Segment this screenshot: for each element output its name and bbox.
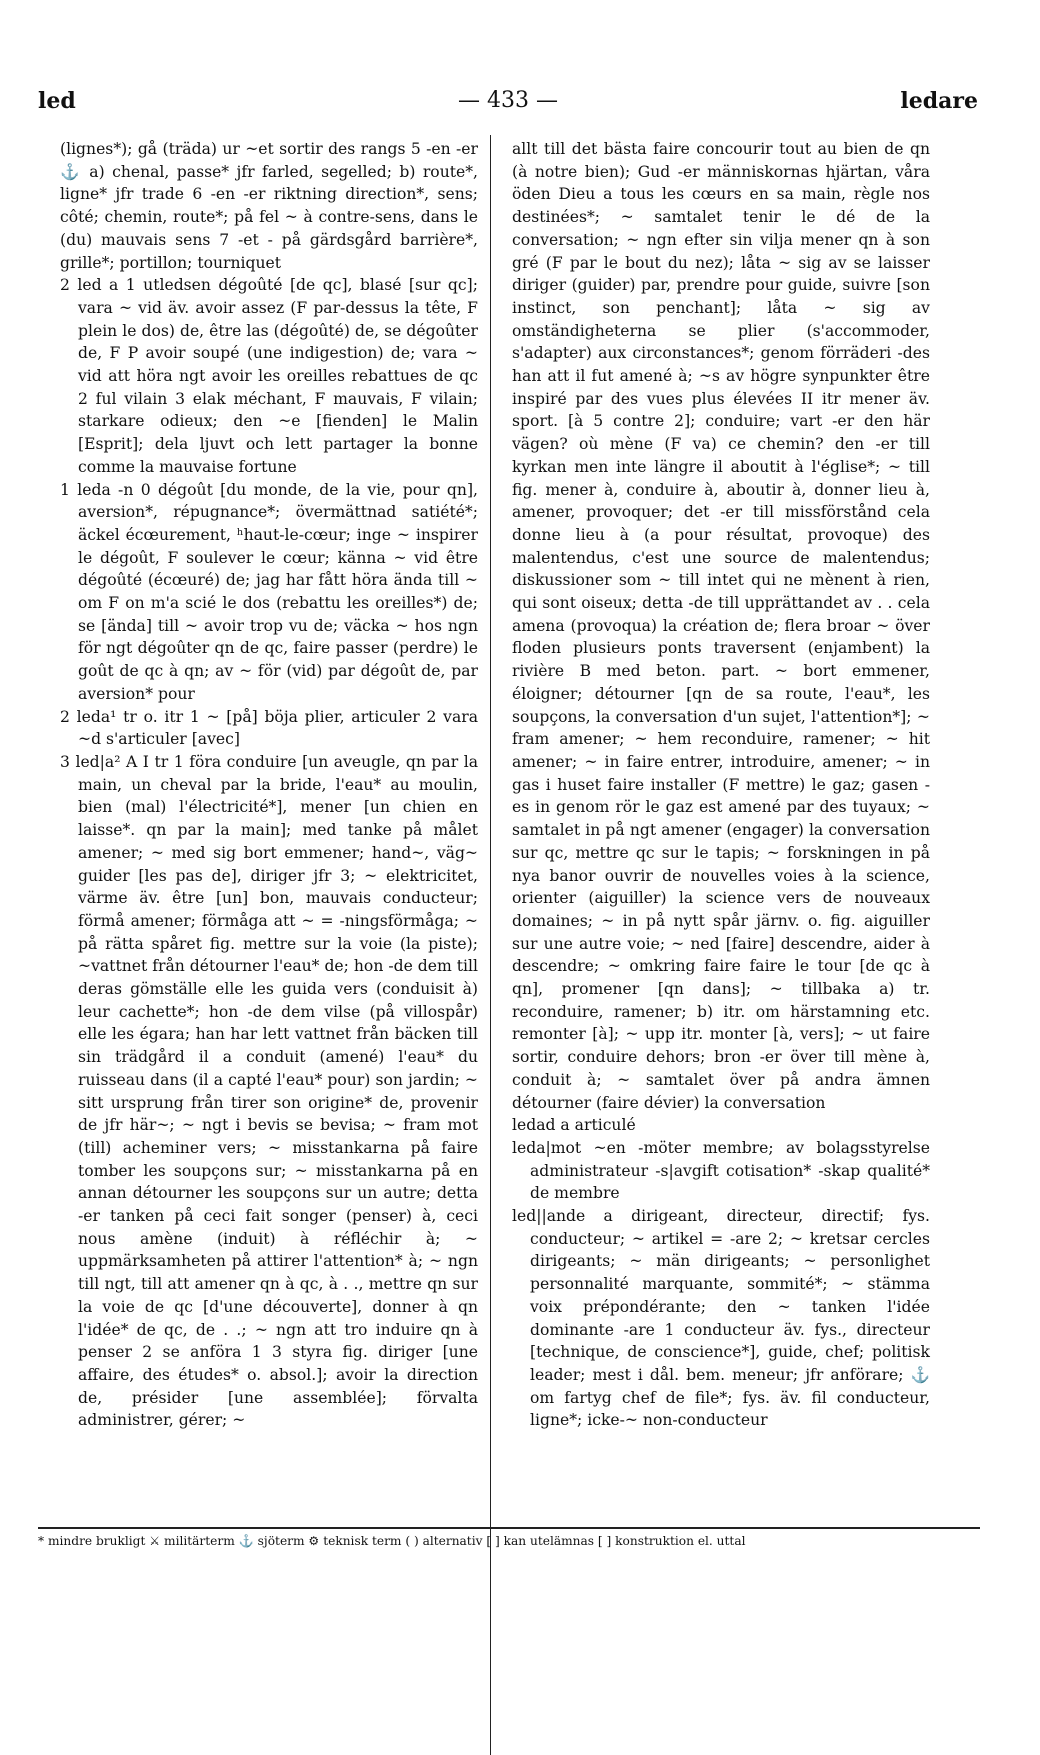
left-column <box>60 138 478 1432</box>
dictionary-entry: (lignes*); gå (träda) ur ~et sortir des rangs 5 -en -er ⚓ a) chenal, passe* jfr farled, segelled; b) route*, ligne* jfr trade 6 -en -er riktning direction*, sens; côté; chemin, route*; på fel ~ à contre-sens, dans le (du) mauvais sens 7 -et - på gärdsgård barrière*, grille*; portillon; tourniquet <box>60 140 478 272</box>
footer-rule <box>38 1527 980 1529</box>
dictionary-entry: ledad a articulé <box>512 1116 636 1135</box>
page-header <box>38 88 978 118</box>
right-column <box>512 138 930 1432</box>
dictionary-entry: 2 led a 1 utledsen dégoûté [de qc], blasé [sur qc]; vara ~ vid äv. avoir assez (F par-dessus la tête, F plein le dos) de, être las (dégoûté) de, se dégoûter de, F P avoir soupé (une indigestion) de; vara ~ vid att höra ngt avoir les oreilles rebattues de qc 2 ful vilain 3 elak méchant, F mauvais, F vilain; starkare odieux; den ~e [fienden] le Malin [Esprit]; dela ljuvt och lett partager la bonne comme la mauvaise fortune <box>60 276 478 476</box>
dictionary-entry: 3 led|a² A I tr 1 föra conduire [un aveugle, qn par la main, un cheval par la bride, l'eau* au moulin, bien (mal) l'électricité*], mener [un chien en laisse*. qn par la main]; med tanke på målet amener; ~ med sig bort emmener; hand~, väg~ guider [les pas de], diriger jfr 3; ~ elektricitet, värme äv. être [un] bon, mauvais conducteur; förmå amener; förmåga att ~ = -ningsförmåga; ~ på rätta spåret fig. mettre sur la voie (la piste); ~vattnet från détourner l'eau* de; hon -de dem till deras gömställe elle les guida vers (conduisit à) leur cachette*; hon -de dem vilse (på villospår) elle les égara; han har lett vattnet från bäcken till sin trädgård il a conduit (amené) l'eau* du ruisseau dans (il a capté l'eau* pour) son jardin; ~ sitt ursprung från tirer son origine* de, provenir de jfr här~; ~ ngt i bevis se bevisa; ~ fram mot (till) acheminer vers; ~ misstankarna på faire tomber les soupçons sur; ~ misstankarna på en annan détourner les soupçons sur un autre; detta -er tanken på ceci fait songer (penser) à, ceci nous amène (induit) à réfléchir à; ~ uppmärksamheten på attirer l'attention* à; ~ ngn till ngt, till att amener qn à qc, à . ., mettre qn sur la voie de qc [d'une découverte], donner à qn l'idée* de qc, de . .; ~ ngn att tro induire qn à penser 2 se anföra 1 3 styra fig. diriger [une affaire, des études* o. absol.]; avoir la direction de, présider [une assemblée]; förvalta administrer, gérer; ~ <box>60 752 478 1430</box>
dictionary-entry: allt till det bästa faire concourir tout au bien de qn (à notre bien); Gud -er människornas hjärtan, våra öden Dieu a tous les cœurs en sa main, règle nos destinées*; ~ samtalet tenir le dé de la conversation; ~ ngn efter sin vilja mener qn à son gré (F par le bout du nez); låta ~ sig av se laisser diriger (guider) par, prendre pour guide, suivre [son instinct, son penchant]; låta ~ sig av omständigheterna se plier (s'accommoder, s'adapter) aux circonstances*; genom förräderi -des han att il fut amené à; ~s av högre synpunkter être inspiré par des vues plus élevées II itr mener äv. sport. [à 5 contre 2]; conduire; vart -er den här vägen? où mène (F va) ce chemin? den -er till kyrkan men inte längre il aboutit à l'église*; ~ till fig. mener à, conduire à, aboutir à, donner lieu à, amener, provoquer; det -er till missförstånd cela donne lieu à (a pour résultat, provoque) des malentendus, c'est une source de malentendus; diskussioner som ~ till intet qui ne mènent à rien, qui sont oiseux; detta -de till upprättandet av . . cela amena (provoqua) la création de; flera broar ~ över floden plusieurs ponts traversent (enjambent) la rivière B med beton. part. ~ bort emmener, éloigner; détourner [qn de sa route, l'eau*, les soupçons, la conversation d'un sujet, l'attention*]; ~ fram amener; ~ hem reconduire, ramener; ~ hit amener; ~ in faire entrer, introduire, amener; ~ in gas i huset faire installer (F mettre) le gaz; gasen -es in genom rör le gaz est amené par des tuyaux; ~ samtalet in på ngt amener (engager) la conversation sur qc, mettre qc sur le tapis; ~ forskningen in på nya banor ouvrir de nouvelles voies à la science, orienter (aiguiller) la science vers de nouveaux domaines; ~ in på nytt spår järnv. o. fig. aiguiller sur une autre voie; ~ ned [faire] descendre, aider à descendre; ~ omkring faire faire le tour [de qc à qn], promener [qn dans]; ~ tillbaka a) tr. reconduire, ramener; b) itr. om härstamning etc. remonter [à]; ~ upp itr. monter [à, vers]; ~ ut faire sortir, conduire dehors; bron -er över till mène à, conduit à; ~ samtalet över på andra ämnen détourner (faire dévier) la conversation <box>512 140 930 1112</box>
dictionary-entry: 2 leda¹ tr o. itr 1 ~ [på] böja plier, articuler 2 vara ~d s'articuler [avec] <box>60 707 478 749</box>
column-divider <box>490 135 491 1755</box>
dictionary-entry: 1 leda -n 0 dégoût [du monde, de la vie, pour qn], aversion*, répugnance*; övermättnad satiété*; äckel écœurement, ʰhaut-le-cœur; inge ~ inspirer le dégoût, F soulever le cœur; känna ~ vid être dégoûté (écœuré) de; jag har fått höra ända till ~ om F on m'a scié le dos (rebattu les oreilles*) de; se [ända] till ~ avoir trop vu de; väcka ~ hos ngn för ngt dégoûter qn de qc, faire passer (perdre) le goût de qc à qn; av ~ för (vid) par dégoût de, par aversion* pour <box>60 480 478 703</box>
legend-footer: * mindre brukligt ⚔ militärterm ⚓ sjöterm ⚙ teknisk term ( ) alternativ [ ] kan utelämnas [ ] konstruktion el. uttal <box>38 1534 746 1548</box>
page-number: — 433 — <box>458 88 558 113</box>
header-right-guideword: ledare <box>900 88 978 114</box>
dictionary-entry: leda|mot ~en -möter membre; av bolagsstyrelse administrateur -s|avgift cotisation* -skap qualité* de membre <box>512 1138 930 1203</box>
header-left-guideword: led <box>38 88 76 114</box>
dictionary-entry: led||ande a dirigeant, directeur, directif; fys. conducteur; ~ artikel = -are 2; ~ kretsar cercles dirigeants; ~ män dirigeants; ~ personlighet personnalité marquante, sommité*; ~ stämma voix prépondérante; den ~ tanken l'idée dominante -are 1 conducteur äv. fys., directeur [technique, de conscience*], guide, chef; politisk leader; mest i dål. bem. meneur; jfr anförare; ⚓ om fartyg chef de file*; fys. äv. fil conducteur, ligne*; icke-~ non-conducteur <box>512 1207 930 1430</box>
